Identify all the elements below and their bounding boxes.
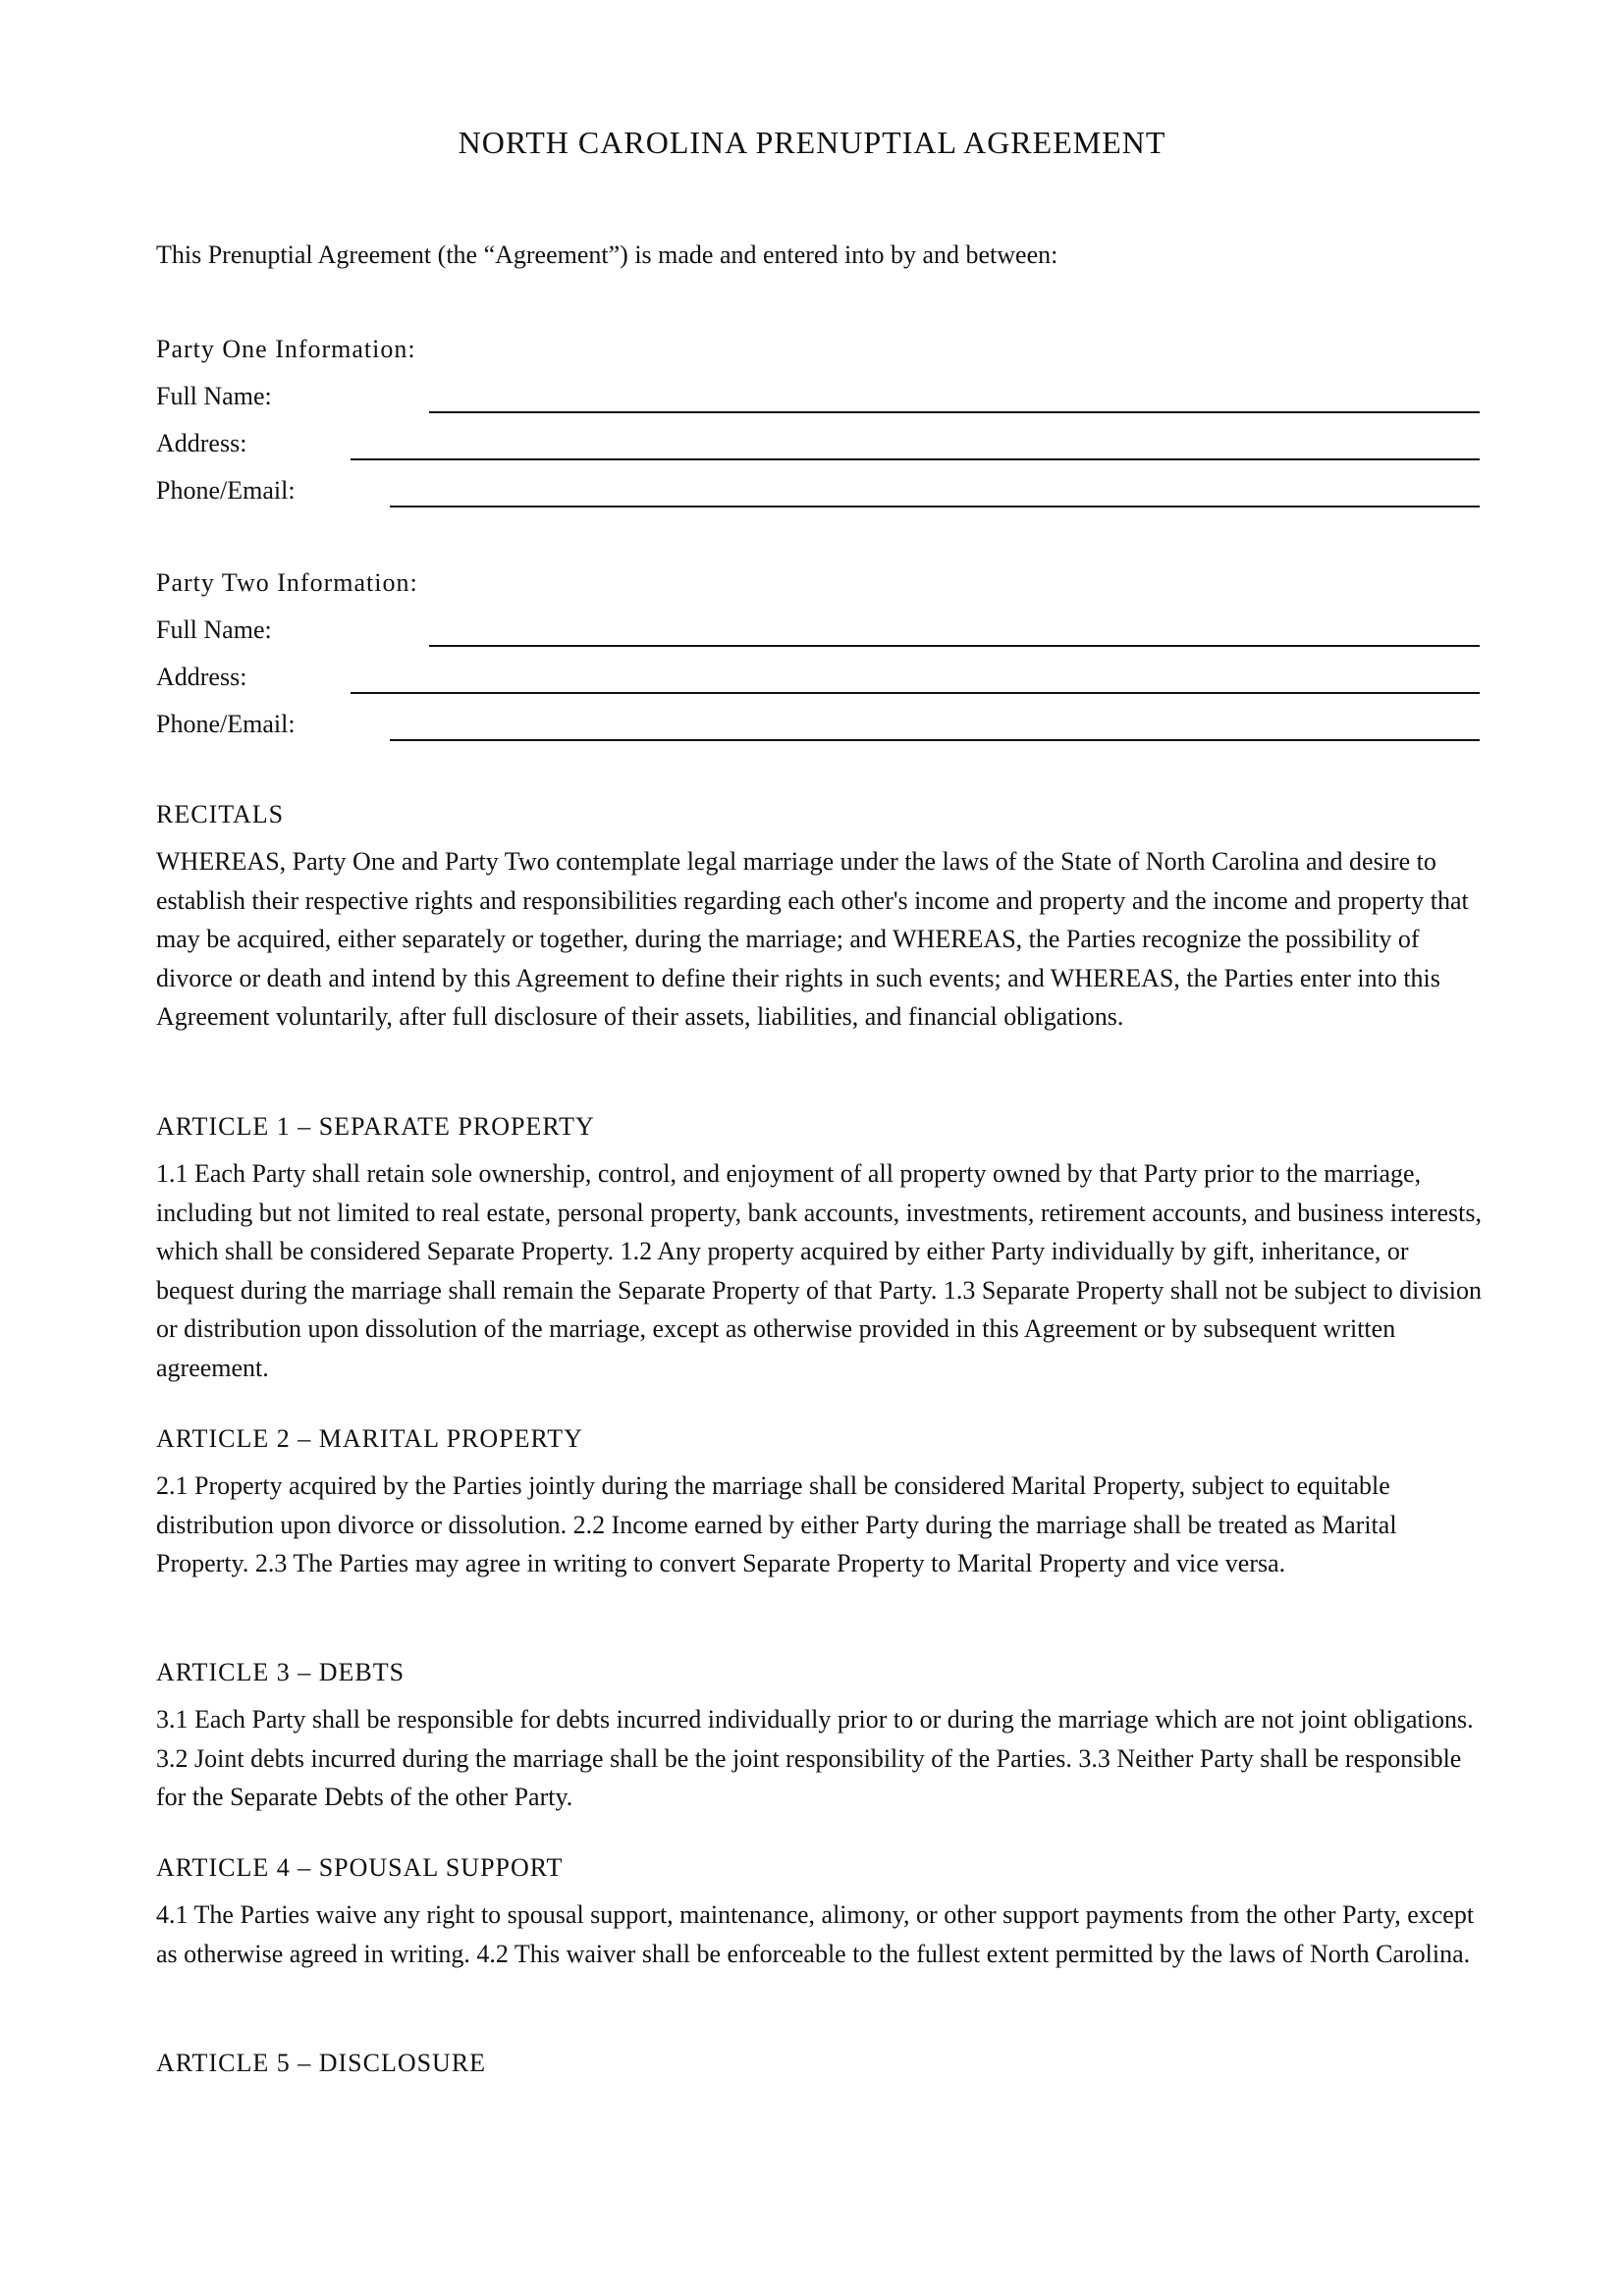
party-one-address-field[interactable]: [351, 458, 1480, 460]
section-body: 1.1 Each Party shall retain sole ownership, control, and enjoyment of all property owned by that Party prior to the marriage, including but not limited to real estate, personal property, bank accounts, investments, retirement accounts, and business interests, which shall be considered Separate Property. 1.2 Any property acquired by either Party individually by gift, inheritance, or bequest during the marriage shall remain the Separate Property of that Party. 1.3 Separate Property shall not be subject to division or distribution upon dissolution of the marriage, except as otherwise provided in this Agreement or by subsequent written agreement.: [156, 1159, 1482, 1382]
party-one-address-row: [156, 426, 1480, 473]
section-body: WHEREAS, Party One and Party Two contemplate legal marriage under the laws of the State of North Carolina and desire to establish their respective rights and responsibilities regarding each other's income and property and the income and property that may be acquired, either separately or together, during the marriage; and WHEREAS, the Parties recognize the possibility of divorce or death and intend by this Agreement to define their rights in such events; and WHEREAS, the Parties enter into this Agreement voluntarily, after full disclosure of their assets, liabilities, and financial obligations.: [156, 847, 1469, 1032]
party-two-phone-email-label: Phone/Email:: [156, 710, 296, 738]
article-3-section: [156, 1655, 1484, 1817]
party-two-heading: Party Two Information:: [156, 568, 418, 597]
party-two-address-field[interactable]: [351, 692, 1480, 694]
section-heading: ARTICLE 5 – DISCLOSURE: [156, 2049, 487, 2077]
party-one-full-name-label: Full Name:: [156, 382, 272, 410]
party-one-address-label: Address:: [156, 429, 247, 457]
party-one-full-name-field[interactable]: [429, 411, 1480, 413]
article-5-section: [156, 2046, 1484, 2091]
article-2-section: [156, 1421, 1484, 1583]
party-two-full-name-field[interactable]: [429, 645, 1480, 647]
section-heading: ARTICLE 4 – SPOUSAL SUPPORT: [156, 1853, 564, 1882]
party-two-address-label: Address:: [156, 663, 247, 691]
party-one-phone-email-label: Phone/Email:: [156, 476, 296, 505]
party-two-full-name-label: Full Name:: [156, 615, 272, 644]
document-title: NORTH CAROLINA PRENUPTIAL AGREEMENT: [458, 125, 1166, 160]
party-one-full-name-row: [156, 379, 1480, 426]
party-two-block: [156, 565, 1480, 754]
section-heading: ARTICLE 2 – MARITAL PROPERTY: [156, 1424, 583, 1453]
party-one-heading: Party One Information:: [156, 335, 416, 363]
party-one-block: [156, 332, 1480, 520]
party-two-address-row: [156, 660, 1480, 707]
article-4-section: [156, 1850, 1484, 1973]
section-heading: ARTICLE 3 – DEBTS: [156, 1658, 406, 1686]
section-heading: ARTICLE 1 – SEPARATE PROPERTY: [156, 1112, 595, 1141]
party-two-phone-email-row: [156, 707, 1480, 754]
party-one-phone-email-field[interactable]: [390, 506, 1480, 507]
section-body: 2.1 Property acquired by the Parties jointly during the marriage shall be considered Marital Property, subject to equitable distribution upon divorce or dissolution. 2.2 Income earned by either Party during the marriage shall be treated as Marital Property. 2.3 The Parties may agree in writing to convert Separate Property to Marital Property and vice versa.: [156, 1471, 1397, 1578]
party-two-phone-email-field[interactable]: [390, 739, 1480, 741]
section-body: 3.1 Each Party shall be responsible for debts incurred individually prior to or during the marriage which are not joint obligations. 3.2 Joint debts incurred during the marriage shall be the joint responsibility of the Parties. 3.3 Neither Party shall be responsible for the Separate Debts of the other Party.: [156, 1705, 1474, 1812]
recitals-section: [156, 797, 1484, 1037]
article-1-section: [156, 1109, 1484, 1388]
party-two-full-name-row: [156, 613, 1480, 660]
section-heading: RECITALS: [156, 800, 285, 828]
intro-paragraph: This Prenuptial Agreement (the “Agreement”) is made and entered into by and between:: [156, 240, 1058, 269]
section-body: 4.1 The Parties waive any right to spousal support, maintenance, alimony, or other support payments from the other Party, except as otherwise agreed in writing. 4.2 This waiver shall be enforceable to the fullest extent permitted by the laws of North Carolina.: [156, 1900, 1475, 1968]
party-one-phone-email-row: [156, 473, 1480, 520]
